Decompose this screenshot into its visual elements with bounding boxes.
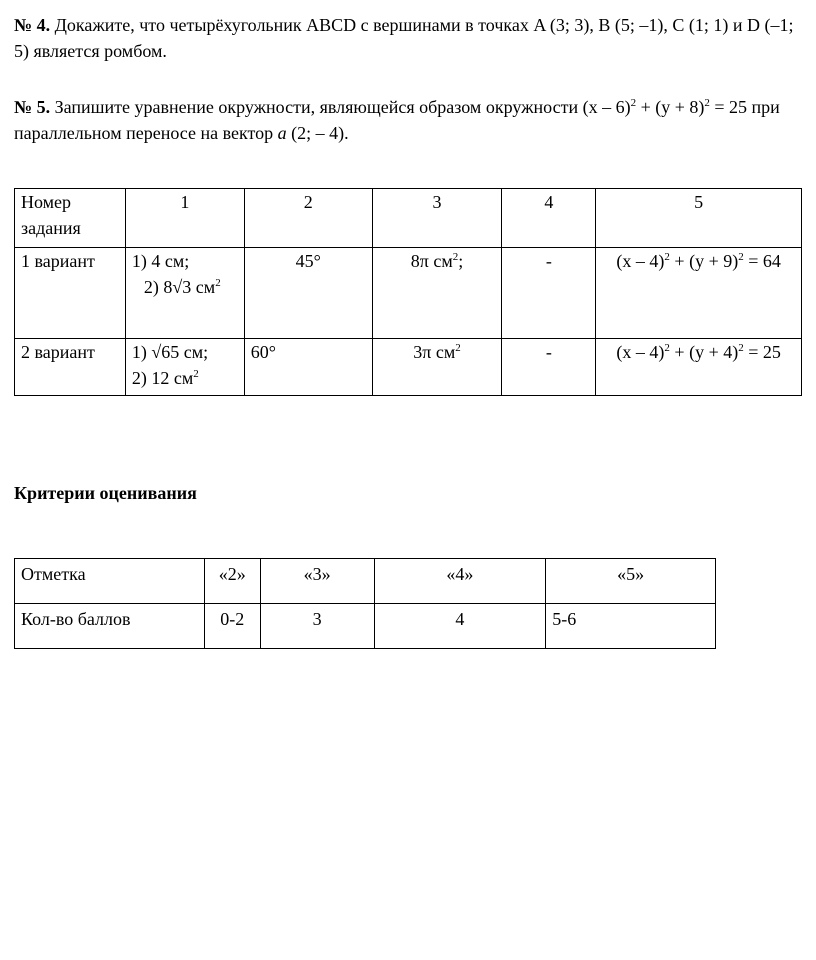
criteria-grade-2: «2» bbox=[204, 559, 260, 604]
variant-1-answer-3: 8π $см^2$; bbox=[372, 248, 502, 339]
variant-1-answer-2: 45° bbox=[244, 248, 372, 339]
variant-1-answer-1-line1: 1) 4 см; bbox=[131, 251, 190, 271]
variant-1-label: 1 вариант bbox=[15, 248, 126, 339]
task-5-text-d: (2; – 4). bbox=[286, 123, 349, 143]
task-4-text: Докажите, что четырёхугольник ABCD с вершинами в точках A (3; 3), B (5; –1), C (1; 1) и D (–1; 5) является ромбом. bbox=[14, 15, 794, 61]
criteria-grade-4: «4» bbox=[374, 559, 546, 604]
criteria-points-3: 3 bbox=[260, 604, 374, 649]
criteria-points-2: 0-2 bbox=[204, 604, 260, 649]
task-5-text-b: + (y + 8) bbox=[636, 97, 705, 117]
variant-2-answer-3: 3π $см^2$ bbox=[372, 339, 502, 396]
variant-1-answer-4: - bbox=[502, 248, 596, 339]
criteria-grade-3: «3» bbox=[260, 559, 374, 604]
criteria-table bbox=[14, 558, 716, 649]
variant-2-answer-1 bbox=[125, 339, 244, 396]
variant-2-label: 2 вариант bbox=[15, 339, 126, 396]
variant-1-row bbox=[15, 248, 802, 339]
header-1: 1 bbox=[125, 189, 244, 248]
task-5-text-c: = 25 при параллельном переносе на вектор bbox=[14, 97, 780, 143]
task-5-vector: a bbox=[277, 123, 287, 143]
criteria-points-row bbox=[15, 604, 716, 649]
variant-2-answer-1-line1: 1) √65 см; bbox=[131, 342, 209, 362]
variant-1-answer-5: $(x - 4)^2 + (y + 9)^2 = 64$ bbox=[596, 248, 802, 339]
header-task-number: Номер задания bbox=[15, 189, 126, 248]
variant-1-answer-1-line2: 2) 8√3 $см^2$ bbox=[143, 277, 221, 297]
variant-1-answer-1 bbox=[125, 248, 244, 339]
variant-2-answer-1-line2: 2) 12 $см^2$ bbox=[131, 368, 199, 388]
task-5 bbox=[14, 94, 804, 146]
task-4-number: № 4. bbox=[14, 15, 51, 35]
criteria-grade-5: «5» bbox=[546, 559, 716, 604]
task-5-exp1: 2 bbox=[630, 97, 637, 109]
criteria-points-5: 5-6 bbox=[546, 604, 716, 649]
variant-2-row bbox=[15, 339, 802, 396]
criteria-points-4: 4 bbox=[374, 604, 546, 649]
criteria-grade-label: Отметка bbox=[15, 559, 205, 604]
header-5: 5 bbox=[596, 189, 802, 248]
criteria-title: Критерии оценивания bbox=[14, 483, 197, 503]
variant-2-answer-5: $(x - 4)^2 + (y + 4)^2 = 25$ bbox=[596, 339, 802, 396]
answers-table bbox=[14, 188, 802, 396]
task-5-exp2: 2 bbox=[704, 97, 710, 109]
variant-2-answer-2: 60° bbox=[244, 339, 372, 396]
task-5-text-a: Запишите уравнение окружности, являющейся образом окружности (x – 6) bbox=[50, 97, 631, 117]
header-3: 3 bbox=[372, 189, 502, 248]
variant-2-answer-4: - bbox=[502, 339, 596, 396]
header-2: 2 bbox=[244, 189, 372, 248]
criteria-grade-row bbox=[15, 559, 716, 604]
task-4 bbox=[14, 12, 804, 64]
header-4: 4 bbox=[502, 189, 596, 248]
task-5-number: № 5. bbox=[14, 97, 51, 117]
criteria-points-label: Кол-во баллов bbox=[15, 604, 205, 649]
answers-header-row bbox=[15, 189, 802, 248]
